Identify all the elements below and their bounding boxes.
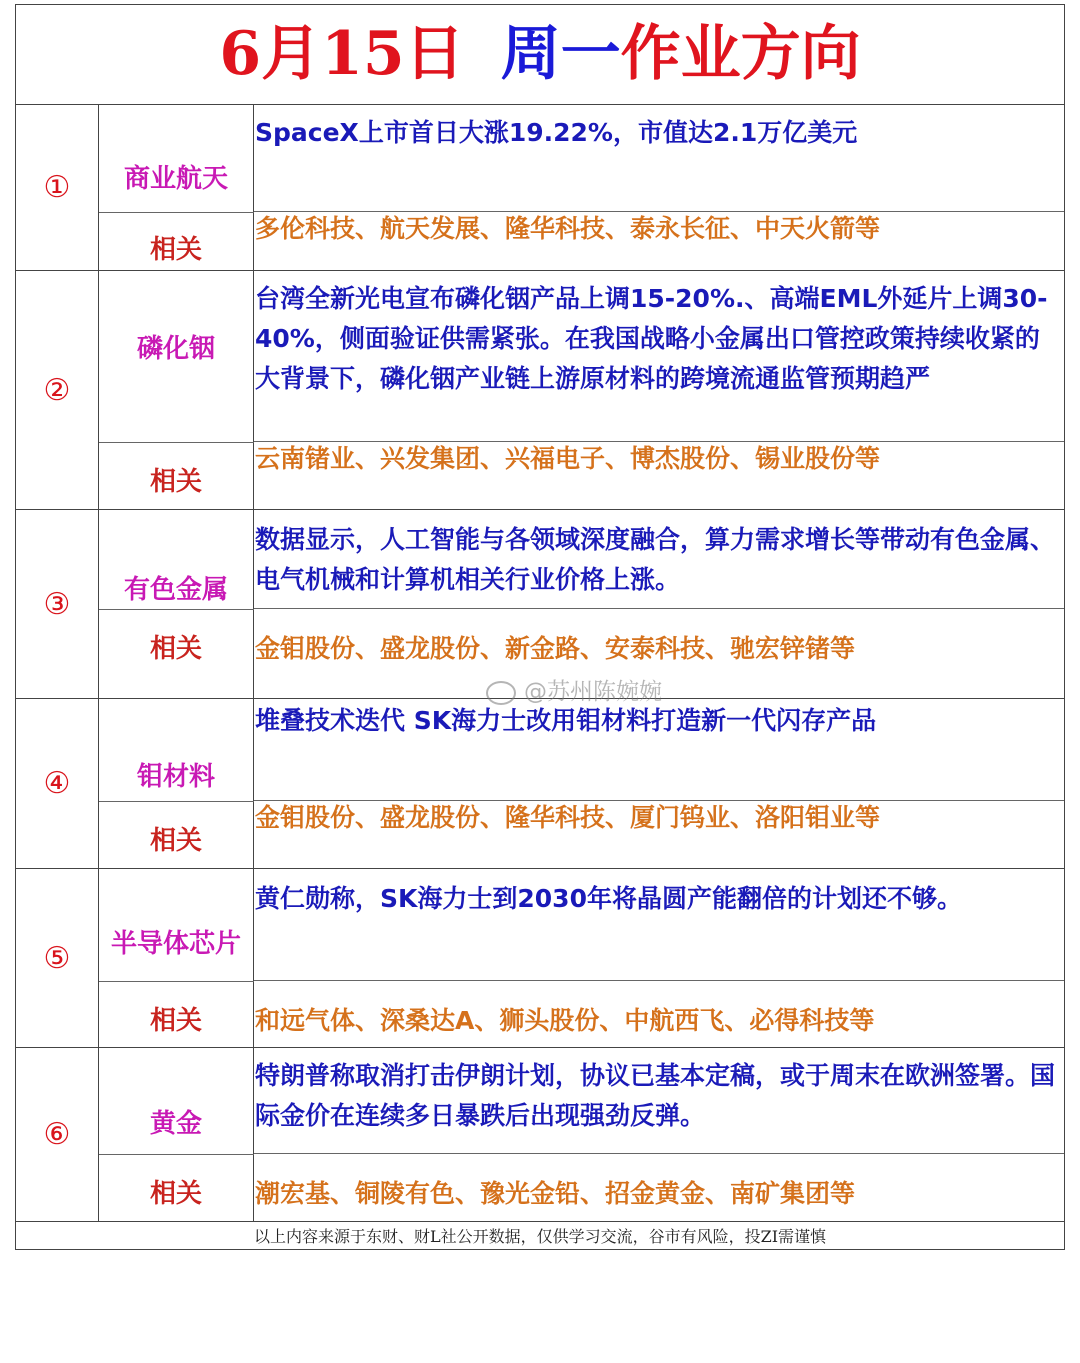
related-label: 相关 — [99, 981, 254, 1048]
row-divider — [99, 801, 254, 802]
section-category: 钼材料 — [99, 699, 254, 801]
news-text: SpaceX上市首日大涨19.22%，市值达2.1万亿美元 — [254, 104, 1064, 212]
weibo-icon — [486, 681, 516, 705]
title-heading: 作业方向 — [620, 19, 861, 89]
related-stocks: 多伦科技、航天发展、隆华科技、泰永长征、中天火箭等 — [254, 212, 1064, 271]
section-number: ① — [16, 104, 99, 271]
section-number: ② — [16, 271, 99, 510]
related-stocks: 和远气体、深桑达A、狮头股份、中航西飞、必得科技等 — [254, 981, 1064, 1048]
related-label: 相关 — [99, 609, 254, 699]
news-text: 数据显示，人工智能与各领域深度融合，算力需求增长等带动有色金属、电气机械和计算机相关行业价格上涨。 — [254, 510, 1064, 609]
related-stocks: 云南锗业、兴发集团、兴福电子、博杰股份、锡业股份等 — [254, 442, 1064, 510]
related-stocks: 潮宏基、铜陵有色、豫光金铅、招金黄金、南矿集团等 — [254, 1154, 1064, 1222]
row-divider — [99, 981, 254, 982]
row-divider — [99, 212, 254, 213]
row-divider — [99, 1154, 254, 1155]
page-title — [16, 5, 1064, 105]
related-label: 相关 — [99, 442, 254, 510]
section-number: ④ — [16, 699, 99, 869]
section-category: 黄金 — [99, 1048, 254, 1154]
related-label: 相关 — [99, 801, 254, 869]
watermark — [486, 673, 662, 706]
section-category: 半导体芯片 — [99, 869, 254, 981]
news-text: 黄仁勋称，SK海力士到2030年将晶圆产能翻倍的计划还不够。 — [254, 869, 1064, 981]
news-text: 堆叠技术迭代 SK海力士改用钼材料打造新一代闪存产品 — [254, 699, 1064, 801]
section-category: 磷化铟 — [99, 271, 254, 442]
related-stocks: 金钼股份、盛龙股份、隆华科技、厦门钨业、洛阳钼业等 — [254, 801, 1064, 869]
related-stocks: 金钼股份、盛龙股份、新金路、安泰科技、驰宏锌锗等 — [254, 609, 1064, 699]
direction-sheet — [15, 4, 1065, 1250]
news-text: 台湾全新光电宣布磷化铟产品上调15-20%.、高端EML外延片上调30-40%，侧面验证供需紧张。在我国战略小金属出口管控政策持续收紧的大背景下，磷化铟产业链上游原材料的跨境流通监管预期趋严 — [254, 271, 1064, 442]
row-divider — [99, 609, 254, 610]
watermark-text: @苏州陈婉婉 — [524, 679, 662, 705]
section-number: ⑤ — [16, 869, 99, 1048]
section-category: 商业航天 — [99, 104, 254, 212]
title-date: 6月15日 — [219, 19, 465, 89]
news-text: 特朗普称取消打击伊朗计划，协议已基本定稿，或于周末在欧洲签署。国际金价在连续多日暴跌后出现强劲反弹。 — [254, 1048, 1064, 1154]
title-weekday: 周一 — [500, 19, 621, 89]
related-label: 相关 — [99, 1154, 254, 1222]
section-number: ③ — [16, 510, 99, 699]
row-divider — [99, 442, 254, 443]
section-number: ⑥ — [16, 1048, 99, 1222]
disclaimer-footer: 以上内容来源于东财、财L社公开数据，仅供学习交流，谷市有风险，投ZI需谨慎 — [253, 1227, 827, 1246]
related-label: 相关 — [99, 212, 254, 271]
section-category: 有色金属 — [99, 510, 254, 609]
